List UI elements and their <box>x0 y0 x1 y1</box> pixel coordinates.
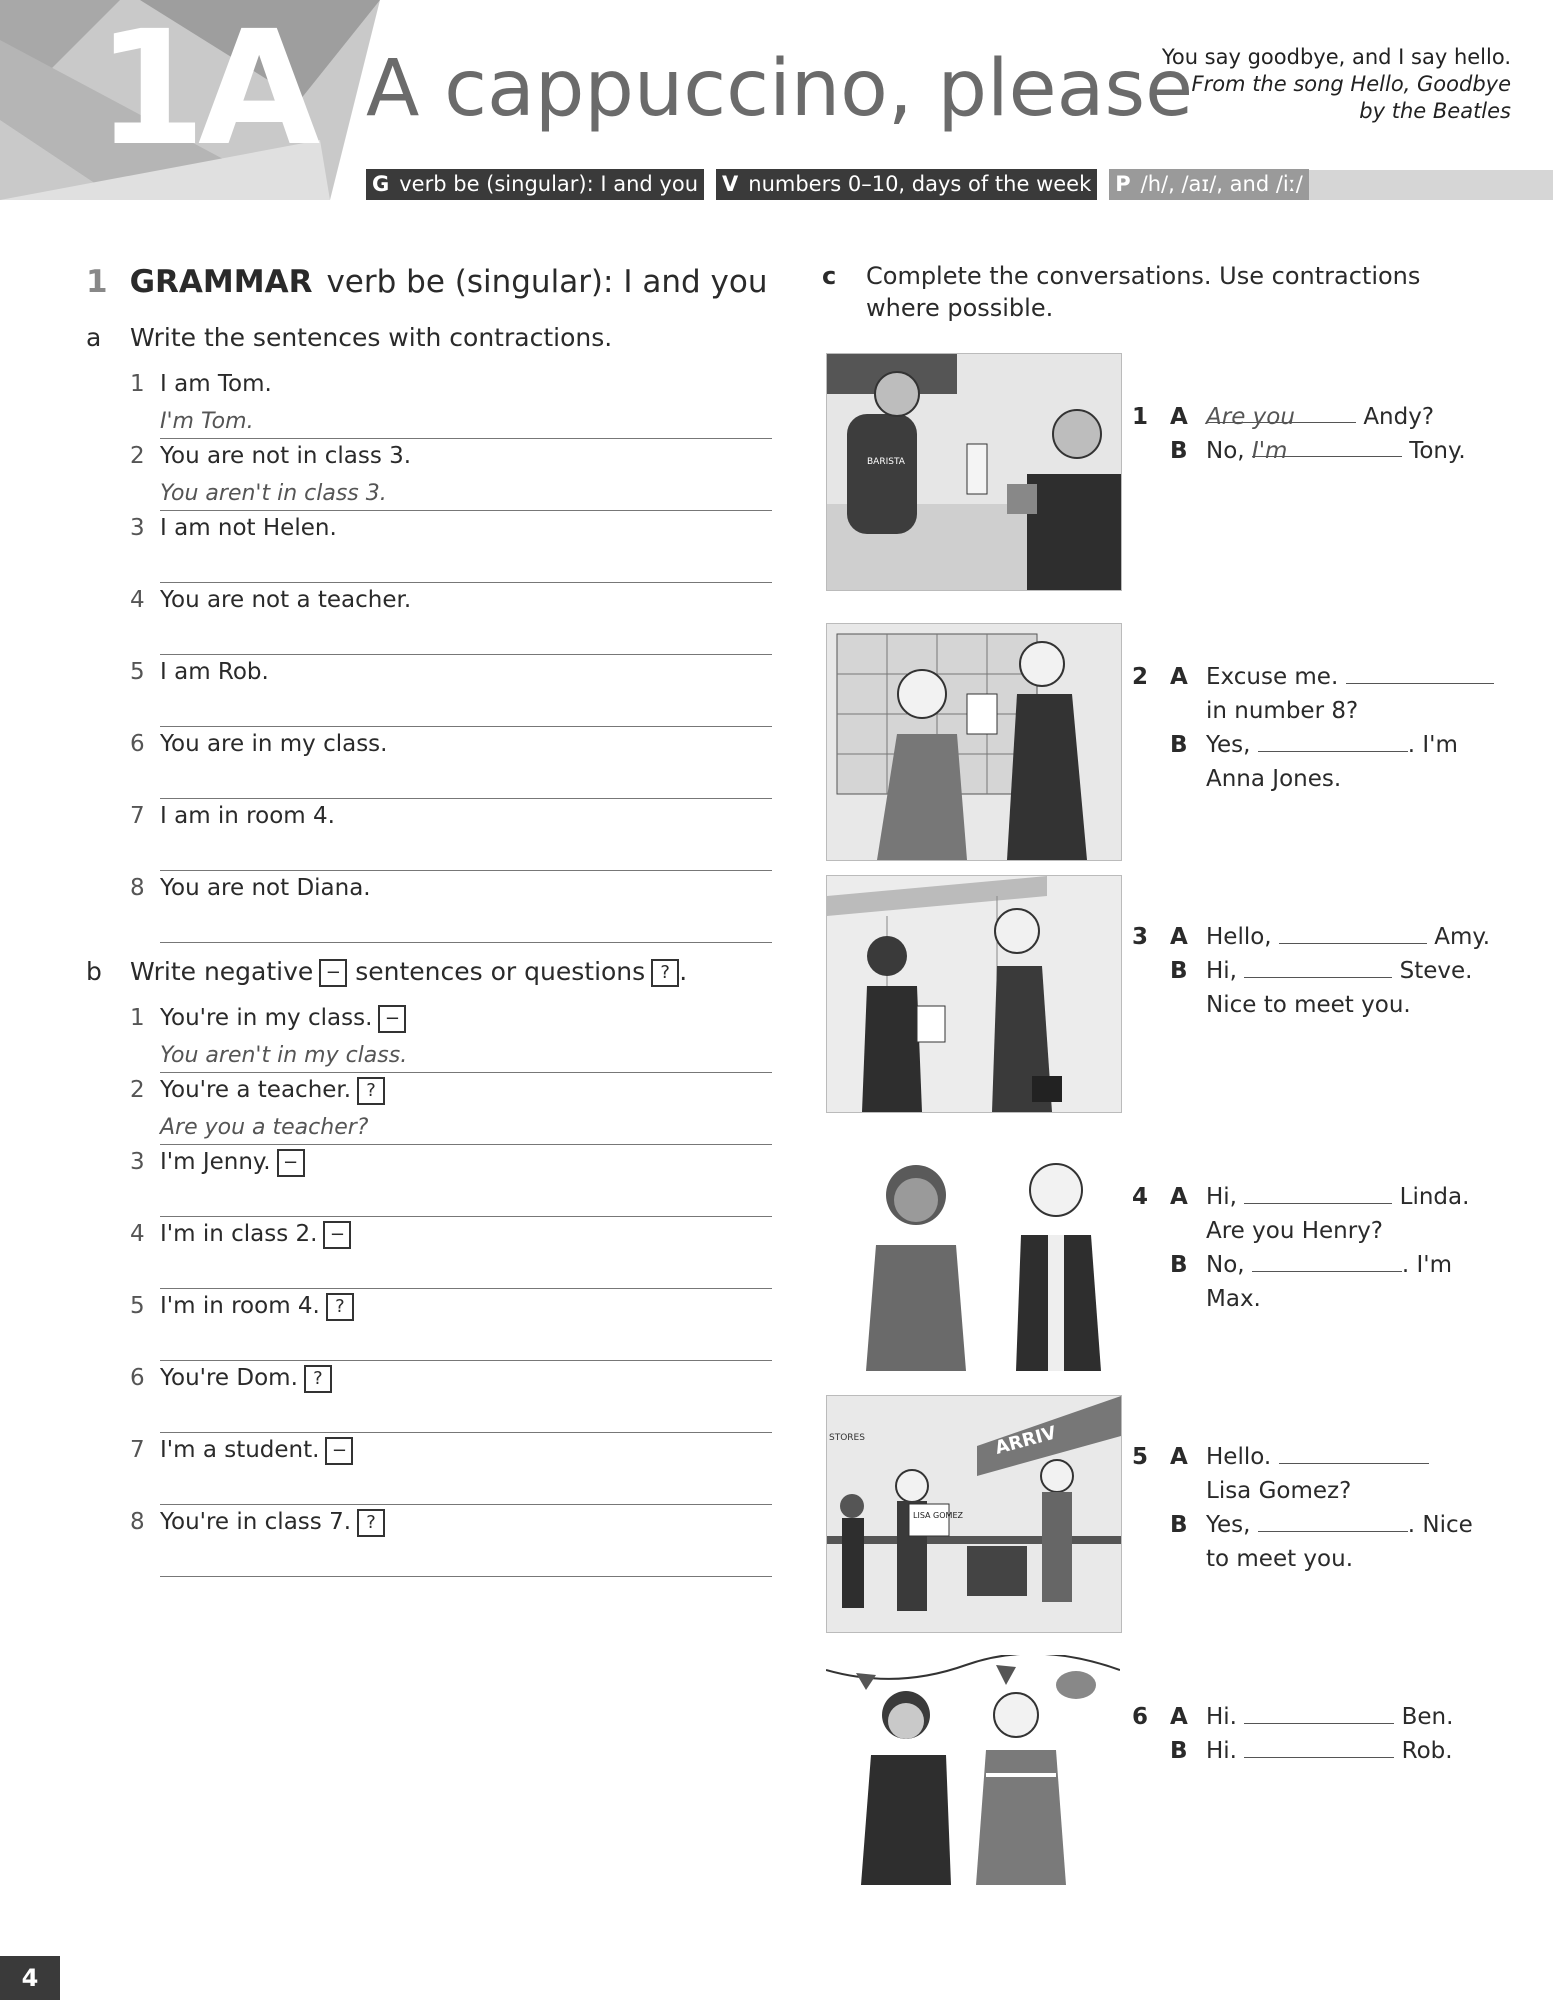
tag-letter: V <box>722 172 739 196</box>
answer-blank[interactable] <box>1244 1181 1392 1204</box>
section-heading <box>86 262 767 302</box>
answer-line[interactable]: You aren't in class 3. <box>160 476 772 511</box>
answer-line[interactable] <box>160 1398 772 1433</box>
part-letter: c <box>822 262 837 290</box>
exercise-a-item <box>130 658 780 726</box>
topic-tags <box>366 169 1309 200</box>
exercise-a-item <box>130 874 780 942</box>
item-prompt <box>160 1004 406 1033</box>
conversation-4 <box>1132 1180 1512 1316</box>
line-text: Anna Jones. <box>1206 766 1342 792</box>
exercise-b-item <box>130 1220 780 1288</box>
exercise-a-item <box>130 370 780 438</box>
line-text: No, <box>1206 1252 1245 1278</box>
conversation-2 <box>1132 660 1512 796</box>
item-type-box: ? <box>304 1365 332 1393</box>
item-number: 1 <box>130 371 145 397</box>
exercise-a-item <box>130 514 780 582</box>
exercise-a-item <box>130 730 780 798</box>
speaker-a: A <box>1170 1704 1188 1730</box>
part-letter: b <box>86 957 102 986</box>
line-text: . Nice <box>1407 1512 1473 1538</box>
speaker-b: B <box>1170 1738 1188 1764</box>
line-text: to meet you. <box>1206 1546 1354 1572</box>
answer-line[interactable] <box>160 836 772 871</box>
conv-number: 4 <box>1132 1184 1149 1210</box>
line-text: Steve. <box>1399 958 1473 984</box>
item-number: 2 <box>130 443 145 469</box>
quote <box>1111 44 1511 125</box>
line-text: Andy? <box>1363 404 1435 430</box>
illustration-airport <box>826 1395 1122 1633</box>
item-prompt <box>160 1076 385 1105</box>
line-text: Hello. <box>1206 1444 1272 1470</box>
item-prompt: You are not a teacher. <box>160 587 412 613</box>
quote-line: You say goodbye, and I say hello. <box>1161 45 1511 69</box>
exercise-b-item <box>130 1148 780 1216</box>
speaker-b: B <box>1170 732 1188 758</box>
answer-line[interactable] <box>160 548 772 583</box>
conversation-6 <box>1132 1700 1512 1768</box>
speaker-a: A <box>1170 404 1188 430</box>
section-title: GRAMMAR <box>129 264 313 300</box>
line-text: . I'm <box>1407 732 1458 758</box>
line-text: Max. <box>1206 1286 1261 1312</box>
section-number: 1 <box>86 264 108 300</box>
answer-blank[interactable]: I'm <box>1252 434 1402 457</box>
answer-blank[interactable] <box>1279 1441 1429 1464</box>
answer-line[interactable] <box>160 620 772 655</box>
line-text: Yes, <box>1206 1512 1251 1538</box>
line-text: Ben. <box>1401 1704 1454 1730</box>
answer-line[interactable] <box>160 1326 772 1361</box>
item-prompt: You are not in class 3. <box>160 443 412 469</box>
answer-blank[interactable] <box>1244 955 1392 978</box>
answer-line[interactable] <box>160 1470 772 1505</box>
part-c-instruction <box>822 260 1522 324</box>
tag-text: /h/, /aɪ/, and /iː/ <box>1140 172 1303 196</box>
line-text: Lisa Gomez? <box>1206 1478 1352 1504</box>
part-letter: a <box>86 323 102 352</box>
item-number: 4 <box>130 1221 145 1247</box>
illustration-mailboxes <box>826 623 1122 861</box>
unit-number: 1A <box>96 0 313 181</box>
page-number: 4 <box>0 1956 60 2000</box>
item-prompt: I am Rob. <box>160 659 269 685</box>
conv-number: 5 <box>1132 1444 1149 1470</box>
item-prompt <box>160 1508 385 1537</box>
answer-line[interactable]: Are you a teacher? <box>160 1110 772 1145</box>
item-number: 3 <box>130 515 145 541</box>
answer-blank[interactable] <box>1279 921 1427 944</box>
speaker-a: A <box>1170 664 1188 690</box>
speaker-a: A <box>1170 1444 1188 1470</box>
item-number: 4 <box>130 587 145 613</box>
item-number: 5 <box>130 659 145 685</box>
instruction-text: Write negative <box>130 957 314 986</box>
item-text: You're a teacher. <box>160 1077 352 1103</box>
exercise-b-item <box>130 1292 780 1360</box>
item-number: 2 <box>130 1077 145 1103</box>
part-b-instruction: b Write negative − sentences or questions ? . <box>86 957 688 986</box>
sign-lisa-gomez: LISA GOMEZ <box>913 1511 963 1520</box>
instruction-text: sentences or questions <box>355 957 646 986</box>
line-text: Yes, <box>1206 732 1251 758</box>
minus-box: − <box>319 959 347 987</box>
tag-text: verb be (singular): I and you <box>399 172 698 196</box>
answer-line[interactable] <box>160 692 772 727</box>
item-type-box: − <box>323 1221 351 1249</box>
answer-line[interactable]: You aren't in my class. <box>160 1038 772 1073</box>
conv-number: 2 <box>1132 664 1149 690</box>
line-text: Hi. <box>1206 1704 1237 1730</box>
exercise-a-item <box>130 442 780 510</box>
answer-line[interactable] <box>160 764 772 799</box>
instruction-text: Complete the conversations. Use contractions <box>866 262 1421 290</box>
line-text: Hi. <box>1206 1738 1237 1764</box>
speaker-b: B <box>1170 958 1188 984</box>
speaker-a: A <box>1170 1184 1188 1210</box>
instruction-text: where possible. <box>866 294 1054 322</box>
exercise-b-item <box>130 1508 780 1576</box>
conv-number: 3 <box>1132 924 1149 950</box>
sign-stores: STORES <box>829 1433 865 1443</box>
item-prompt <box>160 1220 351 1249</box>
exercise-a-item <box>130 802 780 870</box>
line-text: Tony. <box>1409 438 1466 464</box>
line-text: Nice to meet you. <box>1206 992 1411 1018</box>
item-type-box: ? <box>357 1509 385 1537</box>
tag-vocabulary <box>716 169 1097 200</box>
conversation-1 <box>1132 400 1512 468</box>
item-type-box: ? <box>357 1077 385 1105</box>
answer-blank[interactable] <box>1258 1509 1408 1532</box>
item-text: You're Dom. <box>160 1365 298 1391</box>
item-prompt <box>160 1436 353 1465</box>
item-text: I'm in class 2. <box>160 1221 318 1247</box>
item-prompt: I am in room 4. <box>160 803 335 829</box>
tag-pronunciation <box>1109 169 1309 200</box>
tag-text: numbers 0–10, days of the week <box>748 172 1092 196</box>
line-text: No, <box>1206 438 1245 464</box>
line-text: Excuse me. <box>1206 664 1339 690</box>
exercise-b-item <box>130 1004 780 1072</box>
answer-blank[interactable]: Are you <box>1206 400 1356 423</box>
illustration-party <box>826 1655 1120 1885</box>
line-text: . I'm <box>1401 1252 1453 1278</box>
line-text: Are you Henry? <box>1206 1218 1384 1244</box>
item-number: 6 <box>130 731 145 757</box>
sign-arrivals: ARRIV <box>992 1422 1059 1459</box>
quote-source-2: by the Beatles <box>1359 99 1511 123</box>
item-prompt <box>160 1364 332 1393</box>
sign-barista: BARISTA <box>867 457 905 467</box>
item-number: 6 <box>130 1365 145 1391</box>
item-number: 1 <box>130 1005 145 1031</box>
item-prompt <box>160 1148 305 1177</box>
item-number: 8 <box>130 875 145 901</box>
item-type-box: − <box>277 1149 305 1177</box>
item-text: I'm Jenny. <box>160 1149 271 1175</box>
item-prompt: You are not Diana. <box>160 875 371 901</box>
speaker-b: B <box>1170 438 1188 464</box>
section-subtitle: verb be (singular): I and you <box>326 264 768 300</box>
line-text: Hello, <box>1206 924 1272 950</box>
answer-line[interactable] <box>160 908 772 943</box>
item-number: 8 <box>130 1509 145 1535</box>
exercise-b-item <box>130 1436 780 1504</box>
exercise-a-item <box>130 586 780 654</box>
line-text: Rob. <box>1401 1738 1453 1764</box>
item-text: You're in class 7. <box>160 1509 352 1535</box>
quote-source-1: From the song Hello, Goodbye <box>1191 72 1511 96</box>
item-type-box: − <box>378 1005 406 1033</box>
speaker-a: A <box>1170 924 1188 950</box>
line-text: Hi, <box>1206 958 1237 984</box>
item-number: 5 <box>130 1293 145 1319</box>
item-text: I'm in room 4. <box>160 1293 320 1319</box>
answer-line[interactable] <box>160 1254 772 1289</box>
answer-blank[interactable] <box>1258 729 1408 752</box>
answer-blank[interactable] <box>1244 1701 1394 1724</box>
item-text: You're in my class. <box>160 1005 373 1031</box>
question-box: ? <box>651 959 679 987</box>
conversation-3 <box>1132 920 1512 1022</box>
illustration-coffee-shop <box>826 353 1122 591</box>
instruction-text: Write the sentences with contractions. <box>130 323 613 352</box>
item-prompt: You are in my class. <box>160 731 388 757</box>
conversation-5 <box>1132 1440 1512 1576</box>
exercise-b-item <box>130 1076 780 1144</box>
item-prompt: I am not Helen. <box>160 515 337 541</box>
item-prompt: I am Tom. <box>160 371 272 397</box>
line-text: Hi, <box>1206 1184 1237 1210</box>
line-text: in number 8? <box>1206 698 1359 724</box>
answer-blank[interactable] <box>1346 661 1494 684</box>
answer-blank[interactable] <box>1252 1249 1402 1272</box>
item-text: I'm a student. <box>160 1437 320 1463</box>
answer-line[interactable] <box>160 1542 772 1577</box>
speaker-b: B <box>1170 1252 1188 1278</box>
conv-number: 1 <box>1132 404 1149 430</box>
item-prompt <box>160 1292 354 1321</box>
illustration-greeting <box>826 1135 1120 1371</box>
item-number: 7 <box>130 1437 145 1463</box>
exercise-b-item <box>130 1364 780 1432</box>
line-text: Linda. <box>1399 1184 1470 1210</box>
item-type-box: ? <box>326 1293 354 1321</box>
item-type-box: − <box>325 1437 353 1465</box>
answer-blank[interactable] <box>1244 1735 1394 1758</box>
line-text: Amy. <box>1434 924 1491 950</box>
tag-grammar <box>366 169 704 200</box>
item-number: 3 <box>130 1149 145 1175</box>
speaker-b: B <box>1170 1512 1188 1538</box>
answer-line[interactable]: I'm Tom. <box>160 404 772 439</box>
page-title: A cappuccino, please <box>366 44 1194 134</box>
answer-line[interactable] <box>160 1182 772 1217</box>
part-a-instruction <box>86 322 612 354</box>
illustration-office <box>826 875 1122 1113</box>
item-number: 7 <box>130 803 145 829</box>
conv-number: 6 <box>1132 1704 1149 1730</box>
tag-letter: G <box>372 172 390 196</box>
tag-letter: P <box>1115 172 1131 196</box>
